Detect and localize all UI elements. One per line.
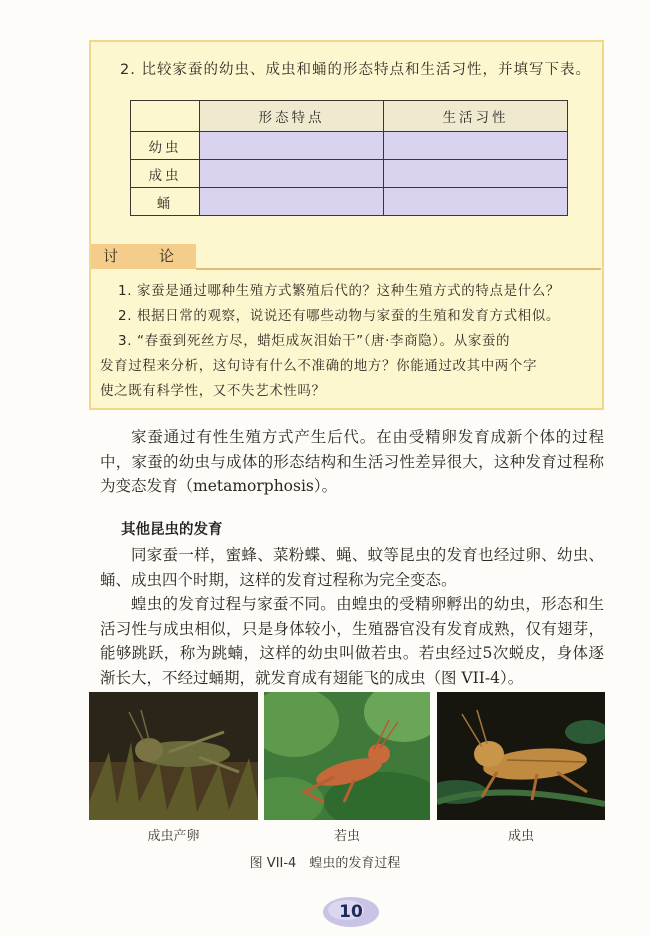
table-row	[131, 132, 568, 160]
discussion-header	[91, 244, 196, 269]
question-2: 2. 比较家蚕的幼虫、成虫和蛹的形态特点和生活习性，并填写下表。	[120, 62, 591, 78]
photo-adult	[437, 692, 605, 820]
discussion-item-1: 1. 家蚕是通过哪种生殖方式繁殖后代的？这种生殖方式的特点是什么？	[118, 283, 560, 299]
caption-nymph: 若虫	[333, 829, 360, 844]
page-number: 10	[339, 902, 363, 922]
table-header-row	[131, 101, 568, 132]
section-title: 其他昆虫的发育	[121, 522, 223, 538]
table-cell[interactable]	[384, 188, 568, 216]
paragraph-locust: 蝗虫的发育过程与家蚕不同。由蝗虫的受精卵孵出的幼虫，形态和生活习性与成虫相似，只是身体较小，生殖器官没有发育成熟，仅有翅芽，能够跳跃，称为跳蝻，这样的幼虫叫做若虫。若虫经过5次蜕皮，身体逐渐长大，不经过蛹期，就发育成有翅能飞的成虫（图 VII-4）。	[100, 595, 604, 687]
discussion-title-char-1: 讨	[103, 247, 119, 265]
page-number-badge	[322, 895, 380, 929]
table-header-morphology: 形态特点	[200, 101, 384, 132]
table-row	[131, 160, 568, 188]
discussion-item-3-cont: 发育过程来分析，这句诗有什么不准确的地方？你能通过改其中两个字	[100, 358, 538, 374]
row-label-larva: 幼虫	[131, 132, 200, 160]
discussion-item-3-end: 使之既有科学性，又不失艺术性吗？	[100, 383, 326, 399]
table-header-habits: 生活习性	[384, 101, 568, 132]
figure-caption: 图 VII-4 蝗虫的发育过程	[249, 856, 401, 871]
table-header-blank	[131, 101, 200, 132]
discussion-title-char-2: 论	[159, 247, 175, 265]
photo-adult-laying-eggs	[89, 692, 258, 820]
table-cell[interactable]	[384, 160, 568, 188]
table-row	[131, 188, 568, 216]
table-cell[interactable]	[384, 132, 568, 160]
photo-nymph	[264, 692, 430, 820]
row-label-adult: 成虫	[131, 160, 200, 188]
table-cell[interactable]	[200, 132, 384, 160]
table-cell[interactable]	[200, 188, 384, 216]
paragraph-metamorphosis: 家蚕通过有性生殖方式产生后代。在由受精卵发育成新个体的过程中，家蚕的幼虫与成体的形态结构和生活习性差异很大，这种发育过程称为变态发育（metamorphosis）。	[100, 428, 604, 495]
discussion-item-2: 2. 根据日常的观察，说说还有哪些动物与家蚕的生殖和发育方式相似。	[118, 308, 560, 324]
table-cell[interactable]	[200, 160, 384, 188]
discussion-divider	[196, 268, 601, 270]
discussion-item-3: 3. “春蚕到死丝方尽，蜡炬成灰泪始干”（唐·李商隐）。从家蚕的	[118, 333, 511, 349]
caption-adult: 成虫	[507, 829, 534, 844]
caption-adult-laying-eggs: 成虫产卵	[147, 829, 200, 844]
comparison-table	[130, 100, 568, 216]
paragraph-complete-metamorphosis: 同家蚕一样，蜜蜂、菜粉蝶、蝇、蚊等昆虫的发育也经过卵、幼虫、蛹、成虫四个时期，这样的发育过程称为完全变态。	[100, 546, 604, 589]
row-label-pupa: 蛹	[131, 188, 200, 216]
